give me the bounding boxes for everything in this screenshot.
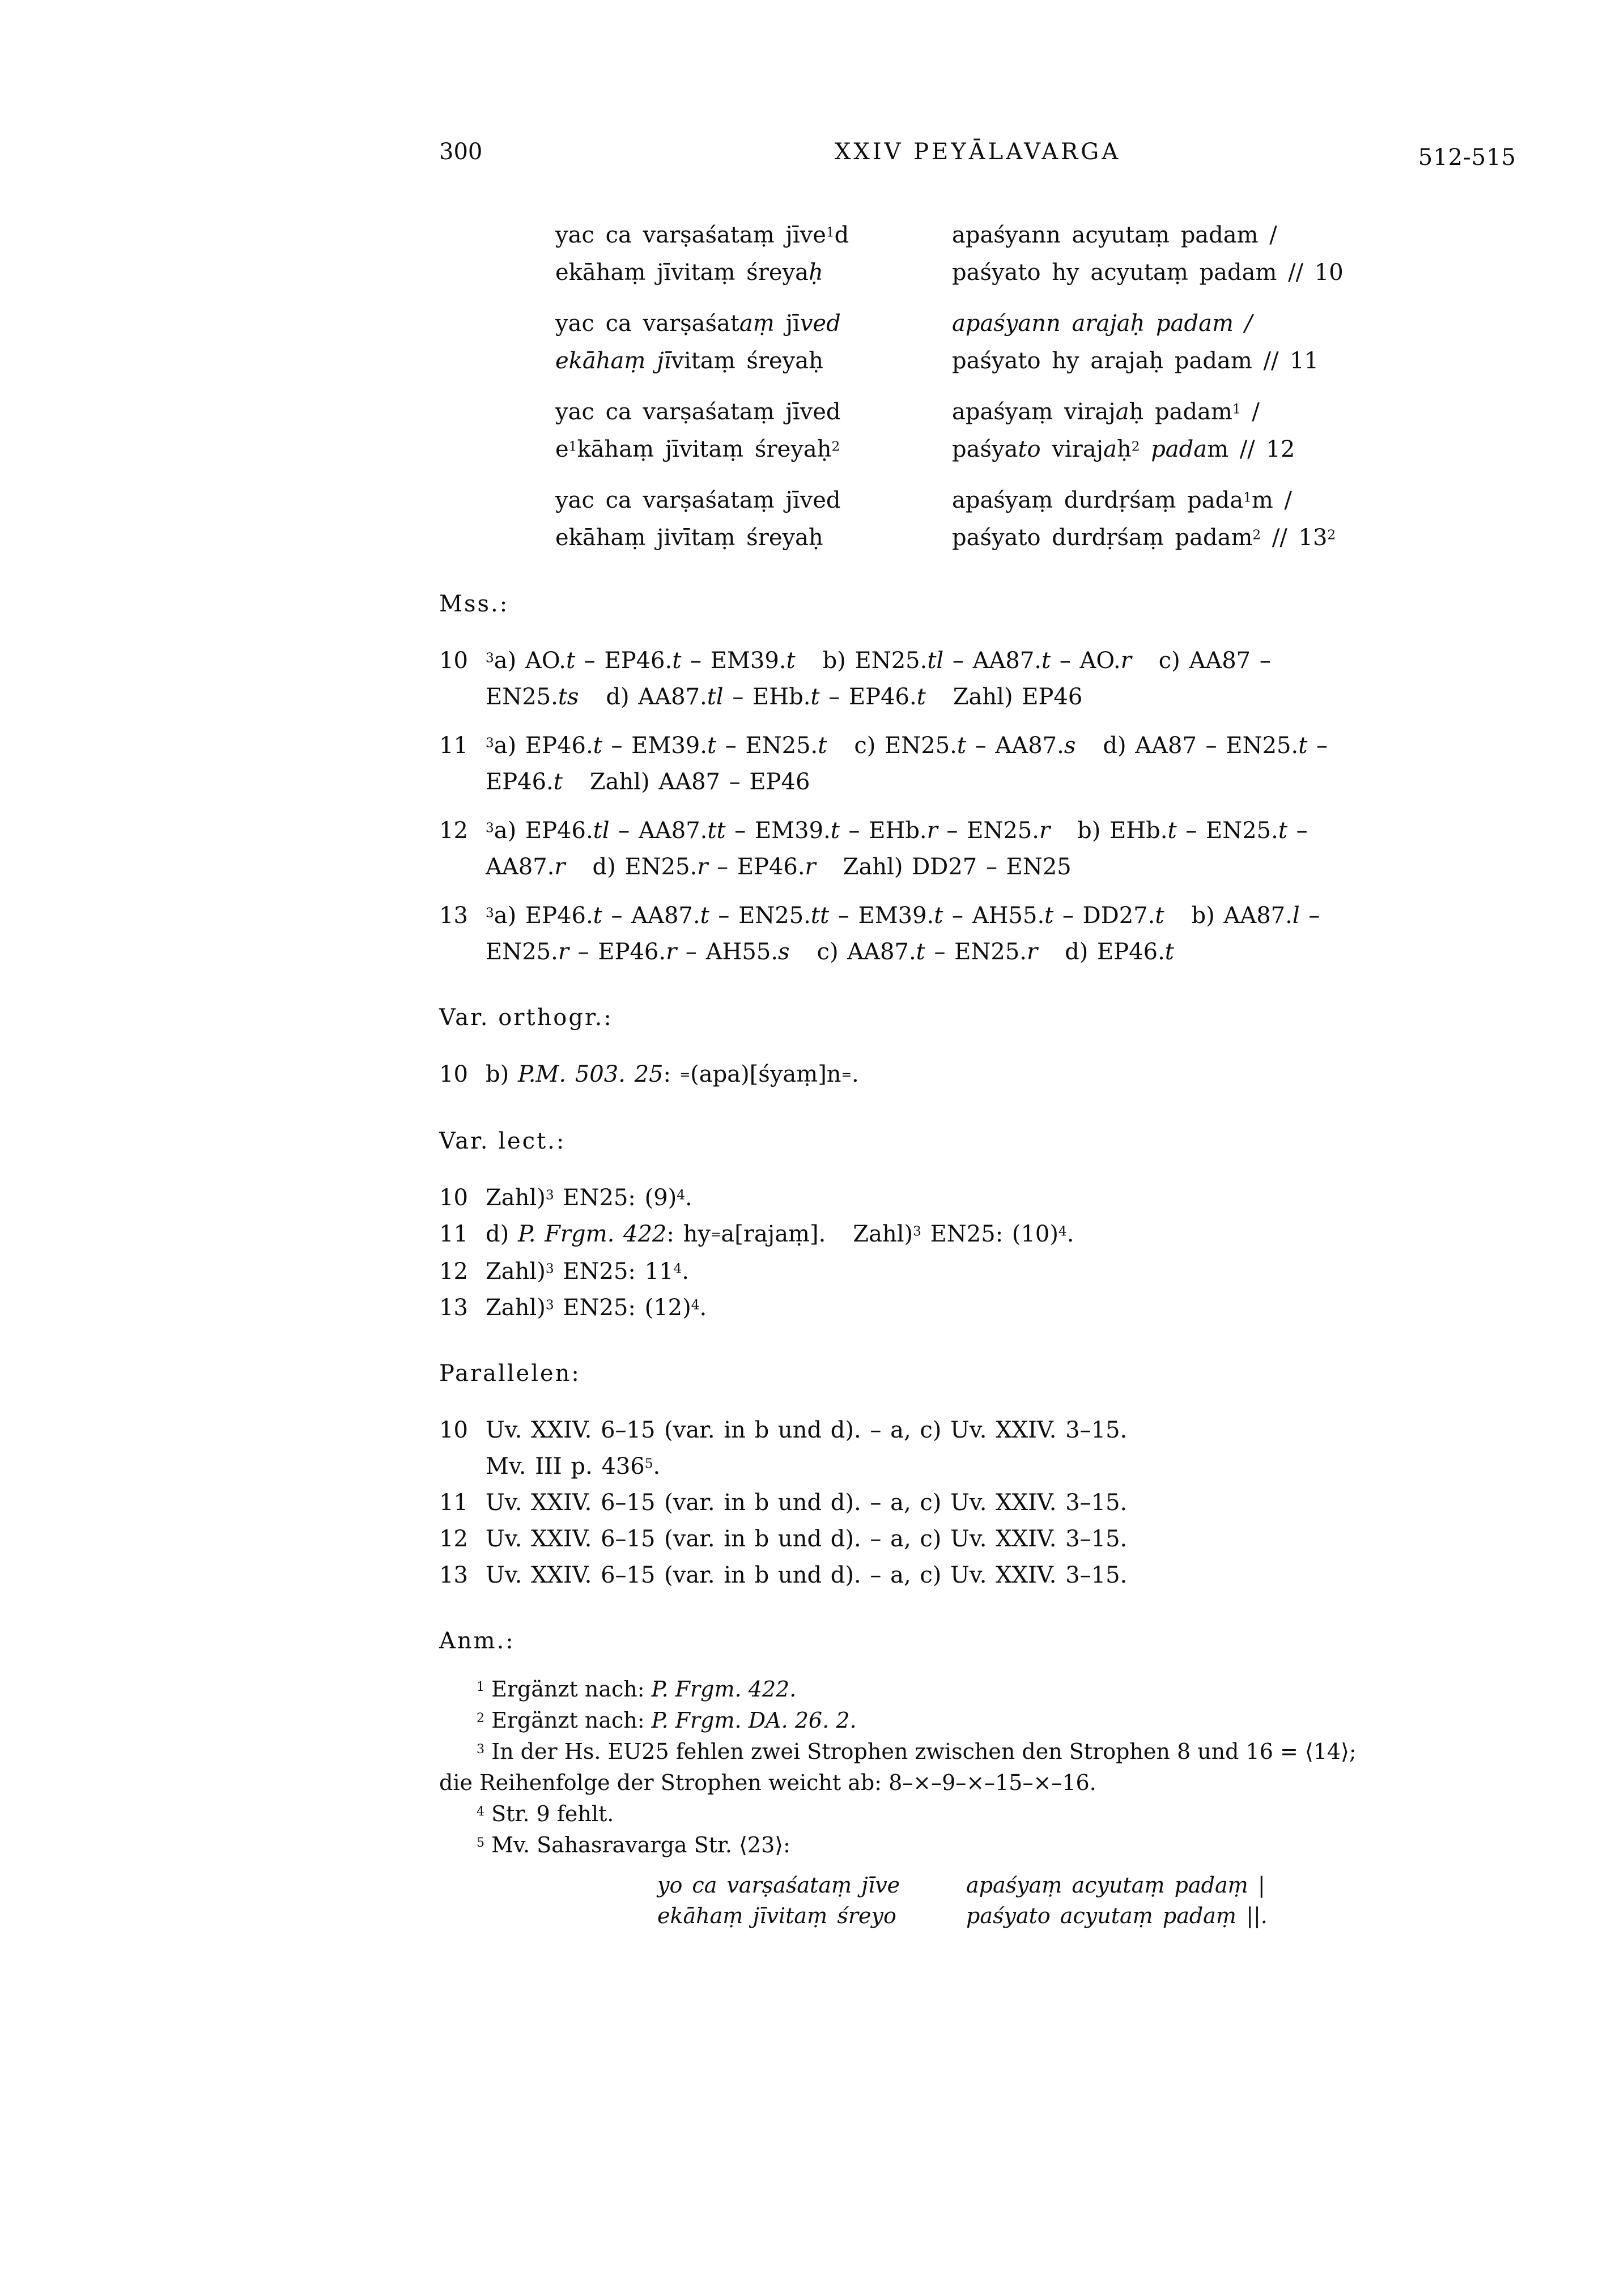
verse-block (439, 482, 1516, 556)
quote-verse-line (439, 1900, 1516, 1931)
page-number: 300 (439, 139, 483, 165)
section-mss (439, 586, 1516, 970)
entry-list (439, 1412, 1516, 1593)
apparatus-entry (439, 1216, 1516, 1253)
footnote-line: die Reihenfolge der Strophen weicht ab: 8–×–9–×–15–×–16. (439, 1770, 1096, 1796)
section-heading: Anm.: (439, 1628, 515, 1655)
pada-right: paśyato hy acyutaṃ padam // 10 (952, 260, 1344, 286)
verse-block (439, 305, 1516, 380)
entry-text: $^3$a) EP46.t – EM39.t – EN25.t c) EN25.t – AA87.s d) AA87 – EN25.t – (486, 733, 1328, 759)
entry-text: b) P.M. 503. 25: =(apa)[śyaṃ]n=. (486, 1061, 859, 1087)
section-var-orthogr (439, 1000, 1516, 1094)
page-header (439, 136, 1516, 171)
quote-pada-left: ekāhaṃ jīvitaṃ śreyo (657, 1903, 896, 1929)
pada-left: yac ca varṣaśataṃ jīved (555, 487, 841, 513)
pada-right: apaśyann arajaḥ padam / (952, 311, 1253, 337)
verse-block-list (439, 216, 1516, 556)
entry-text: Uv. XXIV. 6–15 (var. in b und d). – a, c) Uv. XXIV. 3–15. (486, 1490, 1128, 1516)
apparatus-line (439, 679, 1516, 715)
apparatus-entry (439, 813, 1516, 885)
apparatus-line (439, 764, 1516, 800)
entry-text: EP46.t Zahl) AA87 – EP46 (486, 769, 810, 795)
entry-text: Uv. XXIV. 6–15 (var. in b und d). – a, c) Uv. XXIV. 3–15. (486, 1417, 1128, 1444)
verse-line (439, 342, 1516, 380)
pada-right: apaśyaṃ durdṛśaṃ pada$^1$m / (952, 487, 1292, 513)
apparatus-entry (439, 1485, 1516, 1521)
entry-number: 13 (439, 1295, 468, 1321)
section-anmerkungen (439, 1623, 1516, 1931)
pada-right: paśyato durdṛśaṃ padam$^2$ // $13^2$ (952, 525, 1336, 551)
verse-block (439, 216, 1516, 291)
entry-text: Zahl)$^3$ EN25: $(12)^4$. (486, 1295, 707, 1321)
apparatus-line (439, 898, 1516, 934)
pada-left: ekāhaṃ jīvitaṃ śreyaḥ (555, 348, 823, 374)
entry-text: Uv. XXIV. 6–15 (var. in b und d). – a, c) Uv. XXIV. 3–15. (486, 1526, 1128, 1553)
pada-right: apaśyann acyutaṃ padam / (952, 222, 1277, 248)
entry-text: d) P. Frgm. 422: hy=a[rajaṃ]. Zahl)$^3$ EN25: $(10)^4$. (486, 1221, 1074, 1248)
pada-left: ekāhaṃ jivītaṃ śreyaḥ (555, 525, 823, 551)
apparatus-line (439, 728, 1516, 764)
apparatus-line (439, 1521, 1516, 1557)
quote-pada-right: paśyato acyutaṃ padaṃ ||. (966, 1903, 1268, 1929)
entry-number: 12 (439, 818, 468, 844)
entry-number: 11 (439, 1221, 468, 1248)
section-heading: Var. orthogr.: (439, 1005, 613, 1031)
verse-line (439, 431, 1516, 468)
pada-left: ekāhaṃ jīvitaṃ śreyaḥ (555, 260, 823, 286)
entry-number: 12 (439, 1258, 468, 1285)
apparatus-entry (439, 728, 1516, 800)
entry-text: EN25.r – EP46.r – AH55.s c) AA87.t – EN25.r d) EP46.t (486, 939, 1174, 965)
verse-line (439, 254, 1516, 291)
apparatus-line (439, 643, 1516, 679)
pada-left: yac ca varṣaśataṃ jīve$^1$d (555, 222, 849, 248)
pada-left: yac ca varṣaśataṃ jīved (555, 399, 841, 425)
verse-block (439, 393, 1516, 468)
verse-range: 512-515 (1418, 144, 1516, 171)
apparatus-entry (439, 1290, 1516, 1326)
section-heading: Mss.: (439, 591, 509, 617)
footnote-line: $^2$ Ergänzt nach: P. Frgm. DA. 26. 2. (477, 1708, 857, 1733)
entry-text: $^3$a) EP46.tl – AA87.tt – EM39.t – EHb.r – EN25.r b) EHb.t – EN25.t – (486, 818, 1308, 844)
pada-right: paśyato virajaḥ$^2$ padam // 12 (952, 436, 1295, 462)
apparatus-entry (439, 1557, 1516, 1593)
apparatus-entry (439, 643, 1516, 715)
apparatus-line (439, 1557, 1516, 1593)
footnote-line: $^4$ Str. 9 fehlt. (477, 1801, 614, 1827)
entry-number: 11 (439, 733, 468, 759)
quote-pada-left: yo ca varṣaśataṃ jīve (657, 1873, 900, 1898)
entry-text: AA87.r d) EN25.r – EP46.r Zahl) DD27 – EN25 (486, 854, 1072, 880)
section-heading: Var. lect.: (439, 1128, 566, 1155)
entry-list (439, 1180, 1516, 1326)
entry-list (439, 1056, 1516, 1094)
chapter-title: XXIV PEYĀLAVARGA (834, 139, 1121, 165)
apparatus-line (439, 1448, 1516, 1485)
entry-number: 11 (439, 1490, 468, 1516)
verse-line (439, 519, 1516, 556)
apparatus-entry (439, 1253, 1516, 1290)
section-heading: Parallelen: (439, 1360, 581, 1387)
footnote-line: $^3$ In der Hs. EU25 fehlen zwei Strophen zwischen den Strophen 8 und 16 = ⟨14⟩; (477, 1739, 1357, 1764)
apparatus-line (439, 1253, 1516, 1290)
pada-left: yac ca varṣaśataṃ jīved (555, 311, 841, 337)
pada-right: paśyato hy arajaḥ padam // 11 (952, 348, 1319, 374)
entry-number: 13 (439, 1562, 468, 1589)
apparatus-line (439, 849, 1516, 885)
verse-line (439, 216, 1516, 254)
apparatus-line (439, 1180, 1516, 1216)
entry-text: Zahl)$^3$ EN25: $11^4$. (486, 1258, 689, 1285)
apparatus-line (439, 934, 1516, 970)
quote-pada-right: apaśyaṃ acyutaṃ padaṃ | (966, 1873, 1265, 1898)
apparatus-entry (439, 1056, 1516, 1094)
apparatus-line (439, 813, 1516, 849)
pada-right: apaśyaṃ virajaḥ padam$^1$ / (952, 399, 1260, 425)
entry-text: EN25.ts d) AA87.tl – EHb.t – EP46.t Zahl) EP46 (486, 684, 1083, 710)
footnote-line: $^1$ Ergänzt nach: P. Frgm. 422. (477, 1677, 797, 1702)
apparatus-line (439, 1290, 1516, 1326)
apparatus-line (439, 1485, 1516, 1521)
verse-line (439, 393, 1516, 431)
apparatus-entry (439, 1521, 1516, 1557)
entry-number: 10 (439, 648, 468, 674)
pada-left: $e^1kāhaṃ$ jīvitaṃ śreyaḥ$^2$ (555, 436, 840, 462)
entry-text: $^3$a) AO.t – EP46.t – EM39.t b) EN25.tl – AA87.t – AO.r c) AA87 – (486, 648, 1271, 674)
section-var-lect (439, 1123, 1516, 1326)
entry-number: 10 (439, 1061, 468, 1087)
quoted-verse (439, 1870, 1516, 1931)
quote-verse-line (439, 1870, 1516, 1900)
verse-line (439, 305, 1516, 342)
entry-number: 10 (439, 1417, 468, 1444)
entry-list (439, 643, 1516, 970)
section-parallelen (439, 1355, 1516, 1593)
entry-number: 10 (439, 1185, 468, 1211)
apparatus-entry (439, 1180, 1516, 1216)
footnote-list (439, 1674, 1516, 1861)
apparatus-line (439, 1216, 1516, 1253)
apparatus-line (439, 1056, 1516, 1094)
entry-number: 12 (439, 1526, 468, 1553)
entry-text: $^3$a) EP46.t – AA87.t – EN25.tt – EM39.t – AH55.t – DD27.t b) AA87.l – (486, 903, 1320, 929)
verse-line (439, 482, 1516, 519)
footnote-line: $^5$ Mv. Sahasravarga Str. ⟨23⟩: (477, 1832, 790, 1858)
apparatus-entry (439, 898, 1516, 970)
apparatus-line (439, 1412, 1516, 1448)
entry-text: Mv. III p. $436^5$. (486, 1453, 661, 1480)
apparatus-entry (439, 1412, 1516, 1485)
entry-text: Zahl)$^3$ EN25: $(9)^4$. (486, 1185, 692, 1211)
entry-number: 13 (439, 903, 468, 929)
entry-text: Uv. XXIV. 6–15 (var. in b und d). – a, c) Uv. XXIV. 3–15. (486, 1562, 1128, 1589)
